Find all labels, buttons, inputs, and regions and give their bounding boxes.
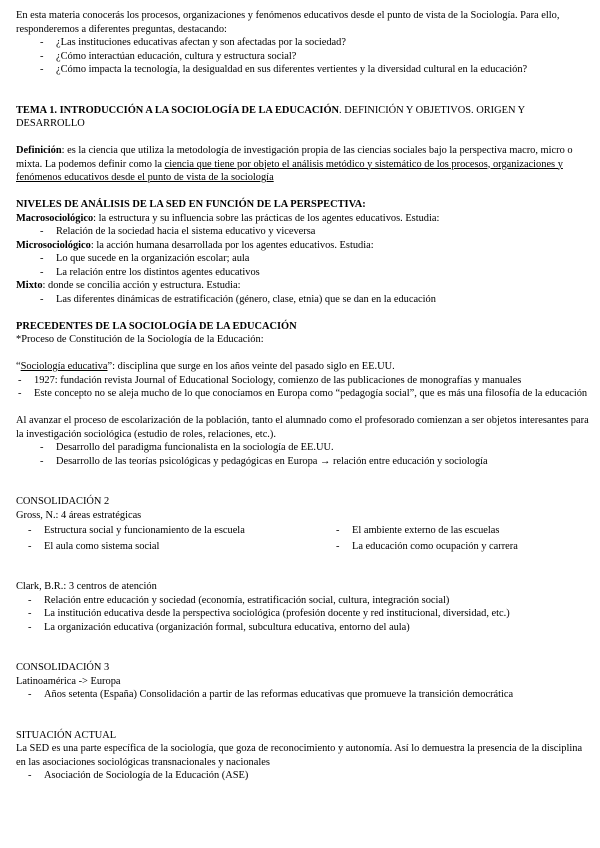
text-run: Sociología educativa bbox=[20, 361, 108, 372]
section-heading bbox=[16, 495, 590, 509]
text-run: El aula como sistema social bbox=[44, 540, 160, 552]
paragraph bbox=[16, 509, 590, 523]
bullet-marker: - bbox=[18, 388, 22, 399]
bullet-marker: - bbox=[40, 37, 44, 48]
text-run: PRECEDENTES DE LA SOCIOLOGÍA DE LA EDUCACIÓN bbox=[16, 320, 297, 332]
list-item-text bbox=[34, 374, 590, 388]
list-item bbox=[16, 374, 590, 388]
bullet-list bbox=[16, 293, 590, 307]
list-item-text bbox=[56, 293, 590, 307]
list-item-text bbox=[56, 441, 590, 455]
bullet-marker: - bbox=[40, 266, 44, 278]
paragraph bbox=[16, 239, 590, 253]
text-run: NIVELES DE ANÁLISIS DE LA SED EN FUNCIÓN DE LA PERSPECTIVA: bbox=[16, 199, 366, 210]
text-run: La SED es una parte específica de la sociología, que goza de reconocimiento y autonomía. Así lo demuestra la presencia de la disciplina en las asociaciones sociológicas transnacionales y nacionales bbox=[16, 743, 583, 768]
paragraph bbox=[16, 360, 590, 374]
text-run: Clark, B.R.: 3 centros de atención bbox=[16, 581, 157, 592]
text-run: Asociación de Sociología de la Educación (ASE) bbox=[44, 770, 249, 781]
bullet-row-two-col bbox=[16, 524, 590, 538]
text-run: Estructura social y funcionamiento de la escuela bbox=[44, 525, 245, 536]
text-run: Lo que sucede en la organización escolar; aula bbox=[56, 253, 250, 264]
paragraph bbox=[16, 9, 590, 36]
list-item bbox=[16, 252, 590, 266]
list-item bbox=[334, 524, 590, 538]
bullet-marker: - bbox=[40, 293, 44, 305]
list-item bbox=[16, 455, 590, 469]
text-run: ¿Cómo impacta la tecnología, la desigualdad en sus diferentes vertientes y la diversidad cultural en la educación? bbox=[56, 64, 528, 75]
text-run: Desarrollo del paradigma funcionalista en la sociología de EE.UU. bbox=[56, 442, 334, 453]
spacer bbox=[16, 306, 590, 320]
text-run: ¿Las instituciones educativas afectan y son afectadas por la sociedad? bbox=[56, 37, 346, 48]
text-run: La organización educativa (organización formal, subcultura educativa, entorno del aula) bbox=[44, 621, 410, 633]
text-run: Macrosociológico bbox=[16, 212, 94, 224]
text-run: : es la ciencia que utiliza la metodología de investigación propia de las ciencias sociales bajo la perspectiva macro, micro o mixta. La podemos definir como la bbox=[16, 145, 573, 170]
list-item bbox=[16, 50, 590, 64]
bullet-marker: - bbox=[28, 540, 32, 552]
bullet-marker: - bbox=[28, 594, 32, 606]
text-run: Relación de la sociedad hacia el sistema educativo y viceversa bbox=[56, 226, 316, 237]
text-run: Gross, N.: 4 áreas estratégicas bbox=[16, 509, 142, 521]
bullet-marker: - bbox=[40, 253, 44, 264]
spacer bbox=[16, 131, 590, 145]
list-item bbox=[16, 36, 590, 50]
text-run: : la estructura y su influencia sobre las prácticas de los agentes educativos. Estudia: bbox=[93, 212, 440, 224]
text-run: ciencia que tiene por objeto el análisis metódico y sistemático de los procesos, organizaciones y fenómenos educativos desde el punto de vista de la sociología bbox=[16, 158, 563, 183]
bullet-list bbox=[16, 36, 590, 77]
bullet-marker: - bbox=[28, 770, 32, 781]
bullet-marker: - bbox=[40, 226, 44, 237]
list-item-text bbox=[56, 50, 590, 64]
text-run: “ bbox=[16, 361, 21, 372]
list-item bbox=[16, 266, 590, 280]
text-run: CONSOLIDACIÓN 2 bbox=[16, 496, 110, 507]
list-item-text bbox=[56, 252, 590, 266]
spacer bbox=[16, 347, 590, 361]
text-run: Relación entre educación y sociedad (economía, estratificación social, cultura, integración social) bbox=[44, 594, 450, 606]
bullet-marker: - bbox=[40, 50, 44, 62]
text-run: TEMA 1. INTRODUCCIÓN A LA SOCIOLOGÍA DE LA EDUCACIÓN bbox=[16, 104, 340, 116]
list-item bbox=[16, 607, 590, 621]
spacer bbox=[16, 77, 590, 104]
list-item-text bbox=[352, 524, 590, 538]
section-heading bbox=[16, 198, 590, 212]
bullet-marker: - bbox=[336, 540, 340, 552]
bullet-marker: - bbox=[28, 621, 32, 633]
text-run: Desarrollo de las teorías psicológicas y pedagógicas en Europa → relación entre educación y sociología bbox=[56, 455, 488, 467]
paragraph bbox=[16, 333, 590, 347]
list-item-text bbox=[56, 225, 590, 239]
bullet-list bbox=[16, 441, 590, 468]
paragraph bbox=[16, 279, 590, 293]
paragraph bbox=[16, 144, 590, 185]
text-run: SITUACIÓN ACTUAL bbox=[16, 729, 117, 741]
spacer bbox=[16, 702, 590, 729]
spacer bbox=[16, 553, 590, 580]
text-run: La institución educativa desde la perspectiva sociológica (profesión docente y red institucional, diversidad, etc.) bbox=[44, 608, 510, 619]
list-item-text bbox=[56, 266, 590, 280]
bullet-marker: - bbox=[18, 374, 22, 386]
section-heading bbox=[16, 729, 590, 743]
text-run: *Proceso de Constitución de la Sociología de la Educación: bbox=[16, 334, 264, 345]
list-item-text bbox=[56, 63, 590, 77]
list-item-text bbox=[44, 769, 590, 783]
text-run: La relación entre los distintos agentes educativos bbox=[56, 266, 260, 278]
text-run: Definición bbox=[16, 145, 62, 156]
paragraph bbox=[16, 675, 590, 689]
text-run: En esta materia conocerás los procesos, organizaciones y fenómenos educativos desde el punto de vista de la Sociología. Para ello, responderemos a diferentes preguntas, destacando: bbox=[16, 10, 560, 35]
paragraph bbox=[16, 742, 590, 769]
spacer bbox=[16, 401, 590, 415]
text-run: ¿Cómo interactúan educación, cultura y estructura social? bbox=[56, 50, 297, 62]
list-item bbox=[16, 594, 590, 608]
text-run: 1927: fundación revista Journal of Educational Sociology, comienzo de las publicaciones de monografías y manuales bbox=[34, 374, 522, 386]
bullet-list bbox=[16, 252, 590, 279]
list-item-text bbox=[352, 540, 590, 554]
bullet-marker: - bbox=[40, 64, 44, 75]
bullet-marker: - bbox=[40, 455, 44, 467]
bullet-list bbox=[16, 769, 590, 783]
text-run: ”: disciplina que surge en los años veinte del pasado siglo en EE.UU. bbox=[107, 361, 395, 372]
bullet-marker: - bbox=[28, 608, 32, 619]
list-item bbox=[16, 63, 590, 77]
text-run: . DEFINICIÓN Y OBJETIVOS. ORIGEN Y DESARROLLO bbox=[16, 104, 525, 129]
list-item-text bbox=[44, 688, 590, 702]
list-item bbox=[16, 621, 590, 635]
text-run: Latinoamérica -> Europa bbox=[16, 675, 121, 687]
bullet-list bbox=[16, 688, 590, 702]
bullet-list bbox=[16, 225, 590, 239]
list-item bbox=[16, 688, 590, 702]
paragraph bbox=[16, 414, 590, 441]
bullet-list bbox=[16, 374, 590, 401]
list-item-text bbox=[56, 36, 590, 50]
list-item-text bbox=[44, 540, 334, 554]
bullet-row-two-col bbox=[16, 540, 590, 554]
paragraph bbox=[16, 580, 590, 594]
bullet-marker: - bbox=[28, 525, 32, 536]
list-item bbox=[16, 524, 334, 538]
list-item bbox=[16, 387, 590, 401]
text-run: : donde se concilia acción y estructura. Estudia: bbox=[42, 280, 241, 291]
list-item-text bbox=[44, 524, 334, 538]
list-item-text bbox=[44, 594, 590, 608]
list-item-text bbox=[34, 387, 590, 401]
bullet-list bbox=[16, 594, 590, 635]
text-run: Mixto bbox=[16, 280, 43, 291]
list-item bbox=[16, 441, 590, 455]
bullet-marker: - bbox=[40, 442, 44, 453]
section-heading bbox=[16, 104, 590, 131]
list-item bbox=[16, 540, 334, 554]
list-item-text bbox=[56, 455, 590, 469]
list-item-text bbox=[44, 607, 590, 621]
list-item-text bbox=[44, 621, 590, 635]
text-run: Años setenta (España) Consolidación a partir de las reformas educativas que promueve la transición democrática bbox=[44, 689, 514, 700]
text-run: La educación como ocupación y carrera bbox=[352, 540, 518, 552]
text-run: Este concepto no se aleja mucho de lo que conocíamos en Europa como “pedagogía social”, que es más una filosofía de la educación bbox=[34, 388, 588, 399]
list-item bbox=[16, 225, 590, 239]
text-run: El ambiente externo de las escuelas bbox=[352, 525, 500, 536]
bullet-marker: - bbox=[28, 689, 32, 700]
text-run: : la acción humana desarrollada por los agentes educativos. Estudia: bbox=[90, 239, 374, 251]
paragraph bbox=[16, 212, 590, 226]
section-heading bbox=[16, 320, 590, 334]
text-run: CONSOLIDACIÓN 3 bbox=[16, 662, 110, 673]
section-heading bbox=[16, 661, 590, 675]
spacer bbox=[16, 634, 590, 661]
spacer bbox=[16, 468, 590, 495]
spacer bbox=[16, 185, 590, 199]
text-run: Al avanzar el proceso de escolarización de la población, tanto el alumnado como el profesorado comienzan a ser objetos interesantes para la investigación sociológica (estudio de roles, relaciones, etc.). bbox=[16, 415, 589, 440]
list-item bbox=[16, 293, 590, 307]
text-run: Las diferentes dinámicas de estratificación (género, clase, etnia) que se dan en la educación bbox=[56, 293, 436, 305]
text-run: Microsociológico bbox=[16, 239, 91, 251]
list-item bbox=[334, 540, 590, 554]
list-item bbox=[16, 769, 590, 783]
bullet-marker: - bbox=[336, 525, 340, 536]
